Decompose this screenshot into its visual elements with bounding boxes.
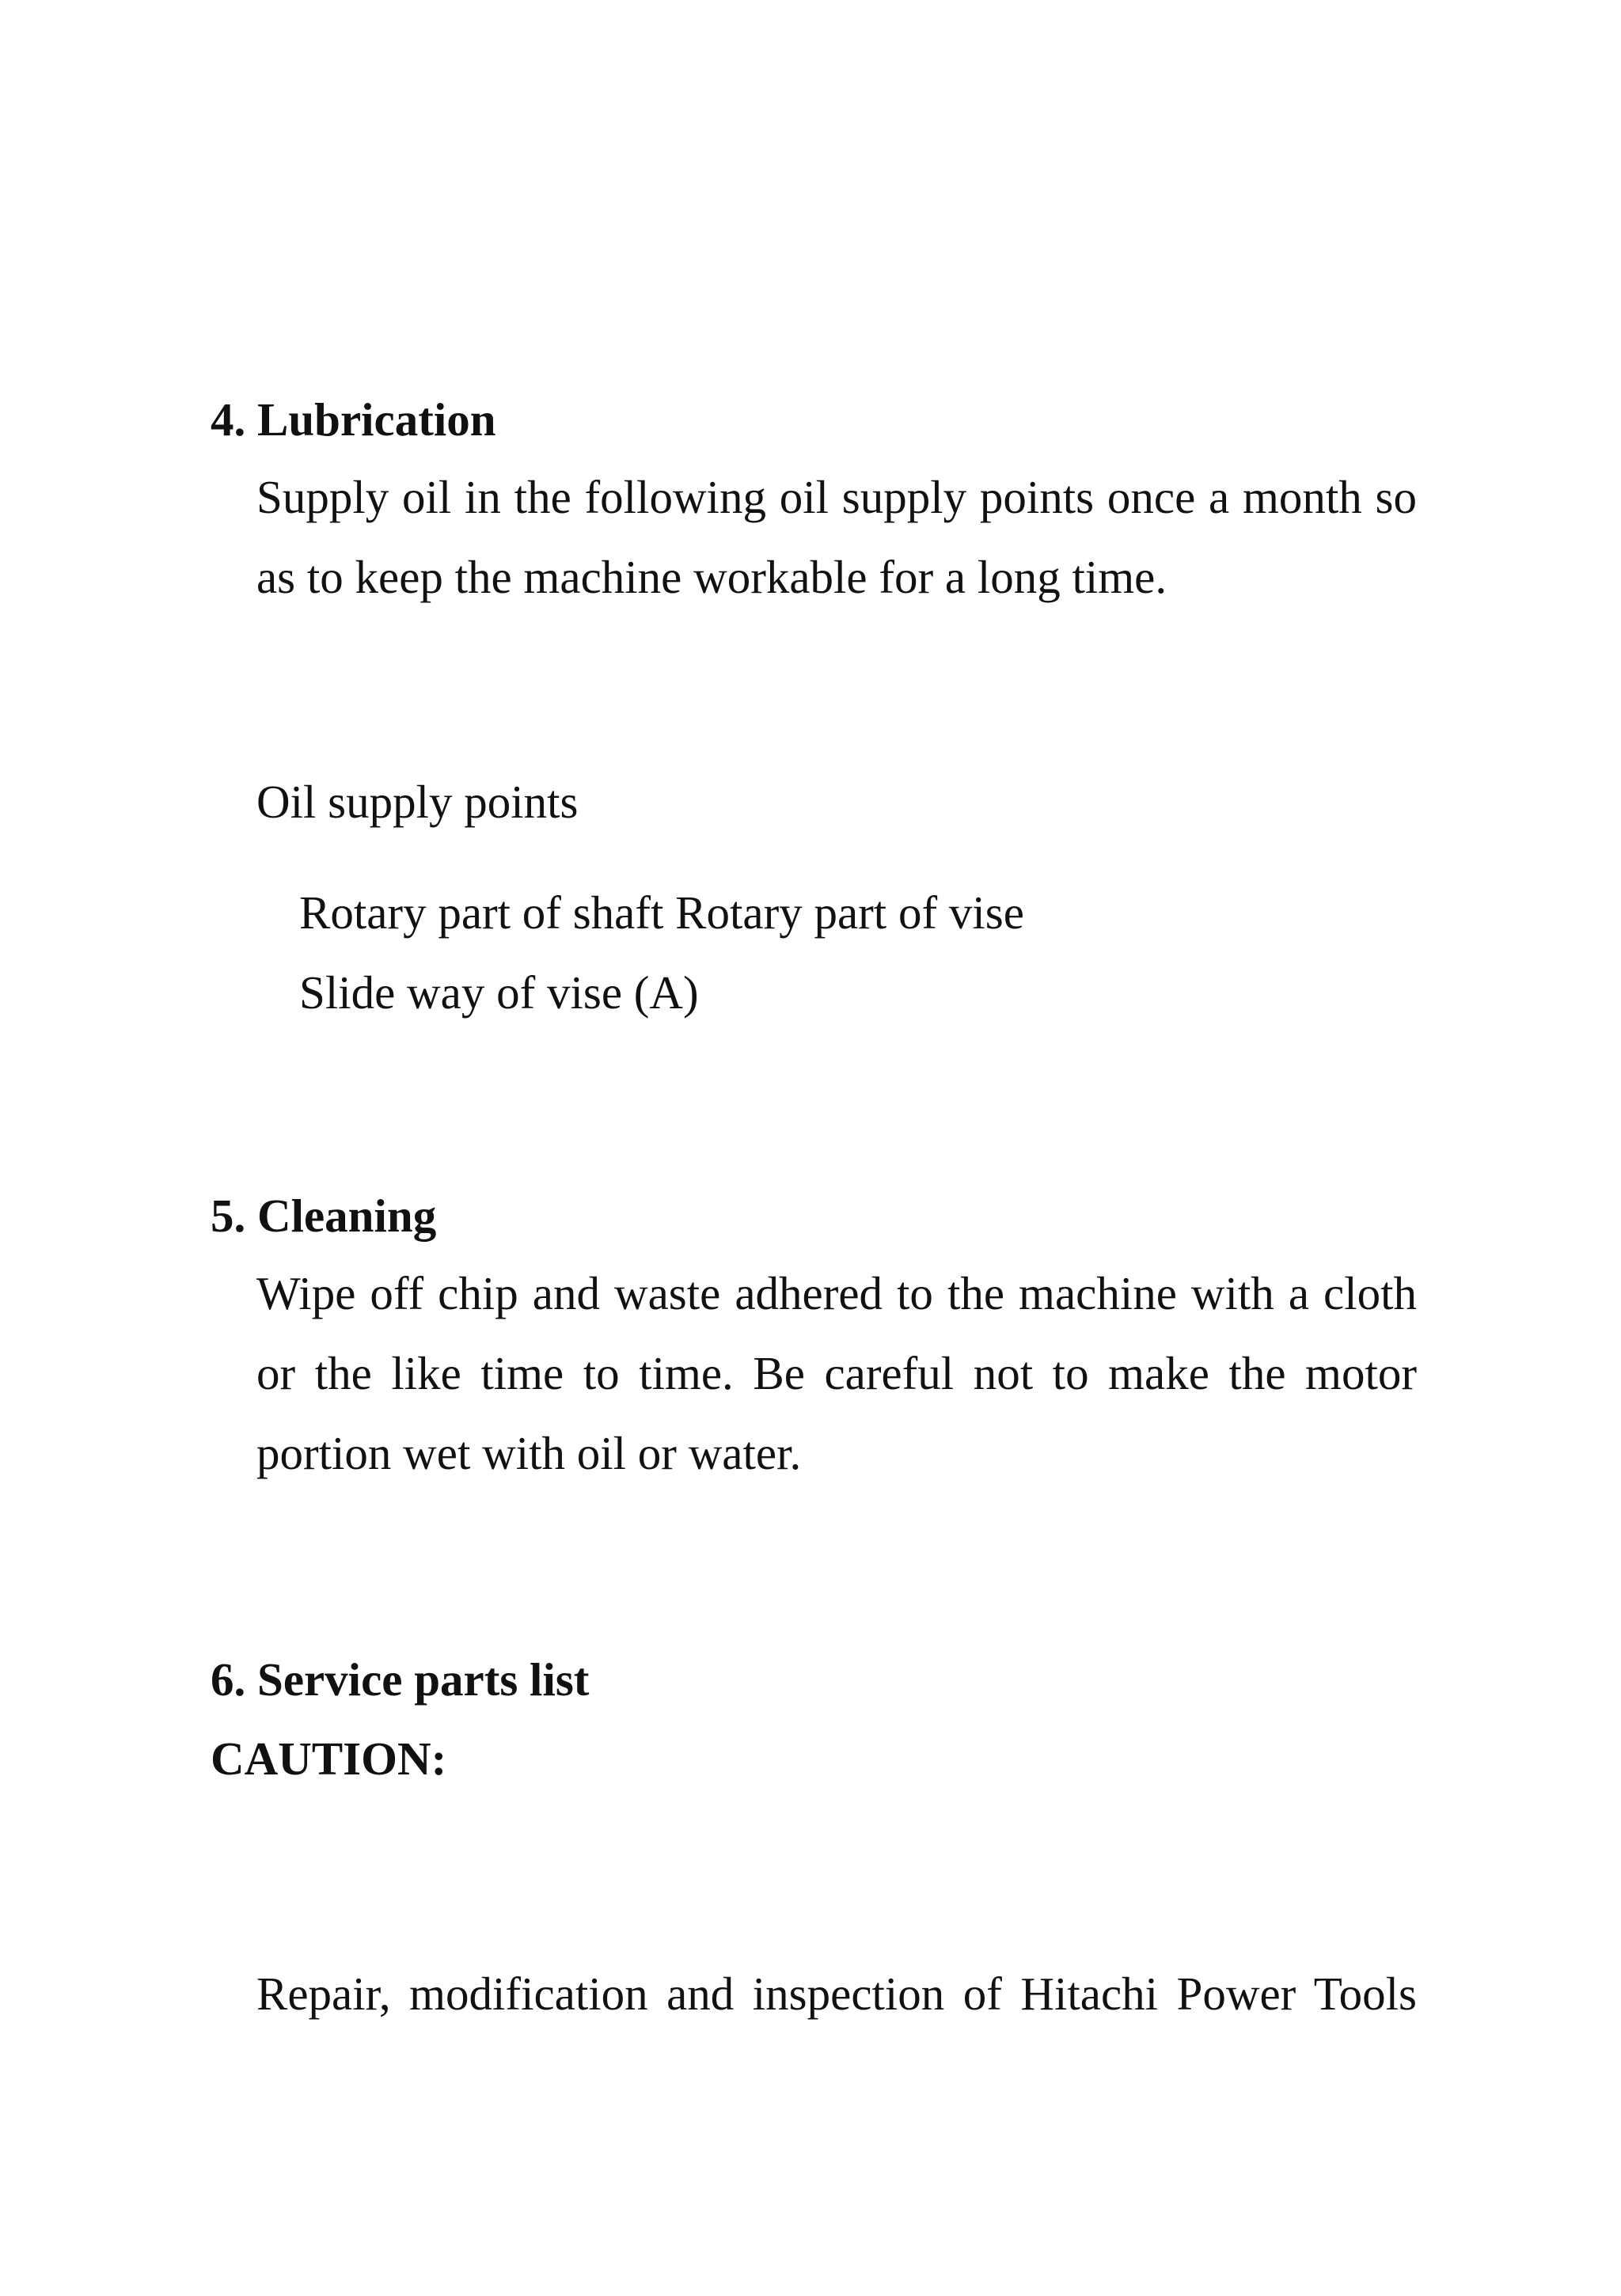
section-heading-service-parts-list: 6. Service parts list (211, 1653, 590, 1706)
cleaning-paragraph: Wipe off chip and waste adhered to the machine with a cloth or the like time to time. Be careful not to make the motor portion wet with oil or water. (256, 1267, 1417, 1479)
oil-supply-points-label: Oil supply points (256, 776, 579, 828)
service-parts-paragraph: Repair, modification and inspection of Hitachi Power Tools (256, 1968, 1417, 2020)
oil-supply-item: Slide way of vise (A) (299, 966, 699, 1019)
lubrication-paragraph: Supply oil in the following oil supply points once a month so as to keep the machine workable for a long time. (256, 471, 1417, 603)
oil-supply-item: Rotary part of shaft Rotary part of vise (299, 886, 1024, 939)
section-heading-lubrication: 4. Lubrication (211, 393, 496, 446)
caution-label: CAUTION: (211, 1732, 447, 1785)
section-heading-cleaning: 5. Cleaning (211, 1190, 437, 1242)
